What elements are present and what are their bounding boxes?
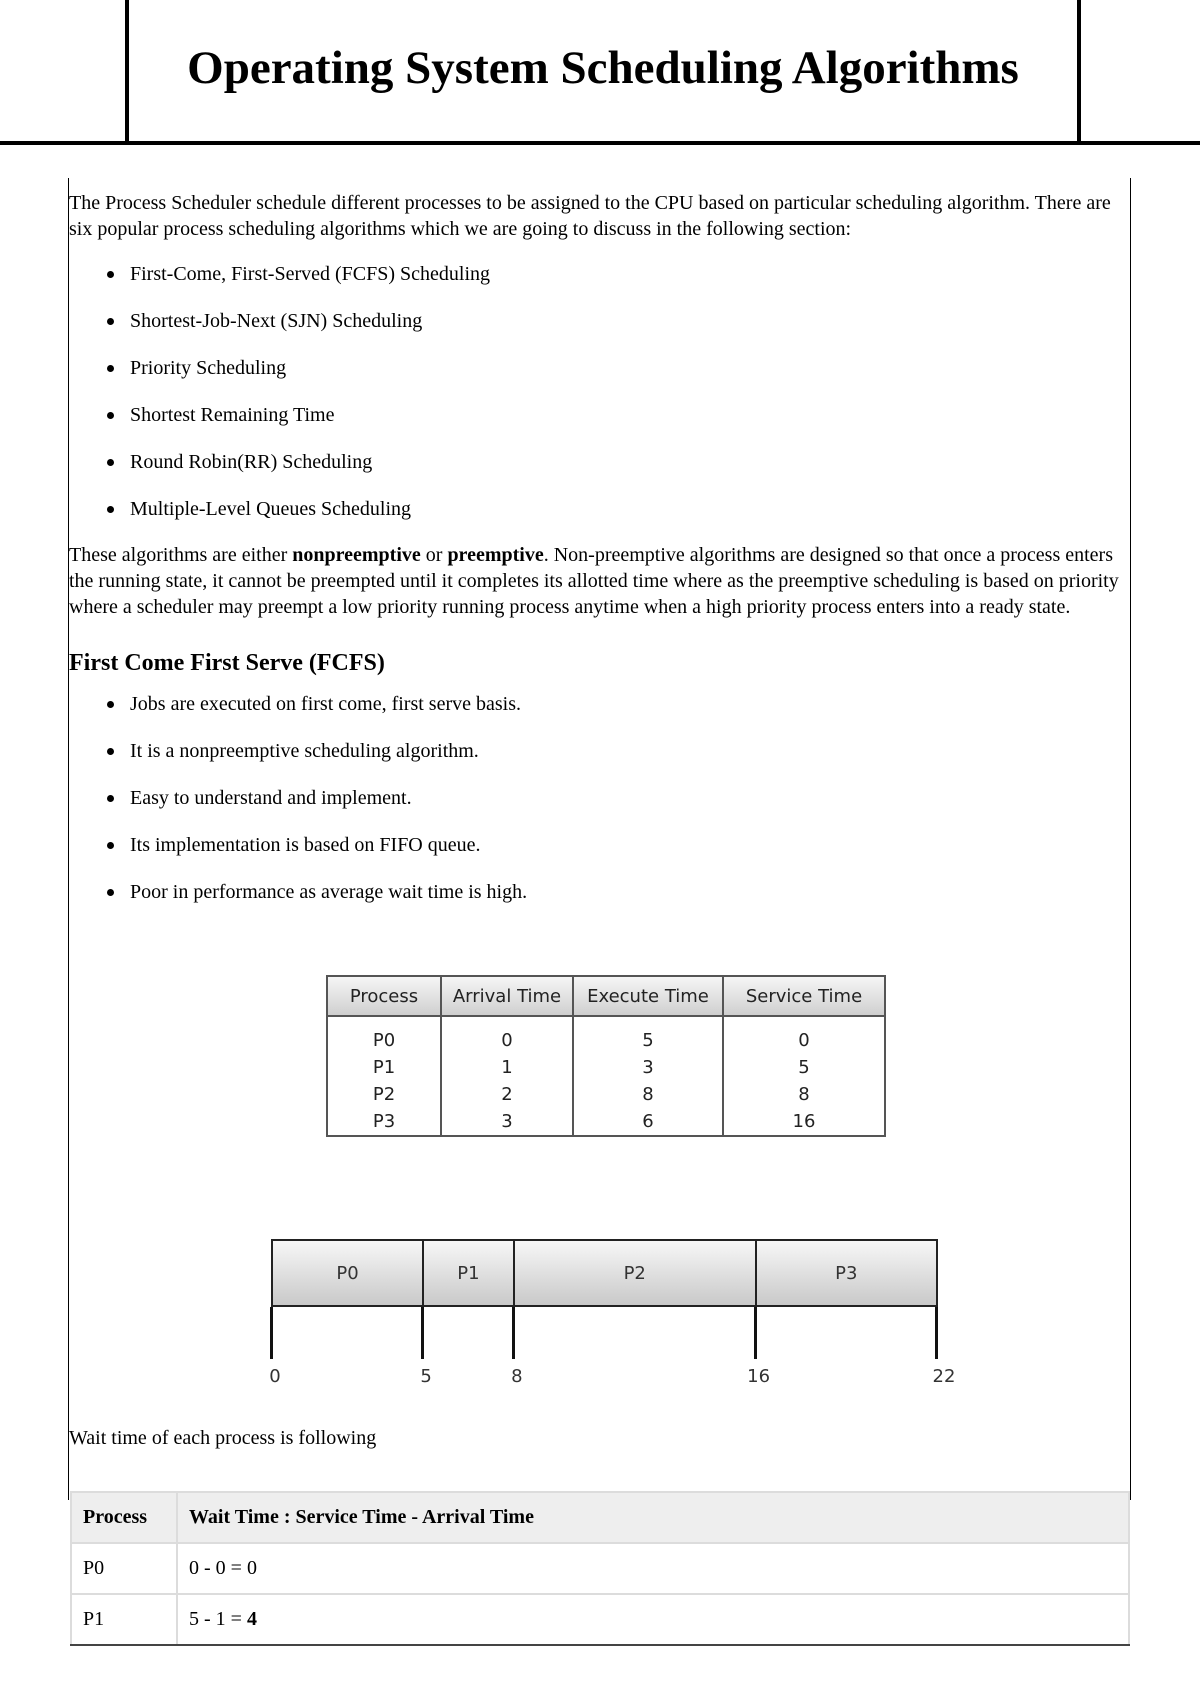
- gantt-tick-label: 0: [269, 1366, 281, 1387]
- list-item: First-Come, First-Served (FCFS) Scheduling: [69, 261, 1131, 308]
- table-row: [71, 1543, 1129, 1594]
- wait-result: 4: [246, 1608, 257, 1630]
- table-cell: P1: [71, 1594, 177, 1645]
- table-cell: 0 - 0 = 0: [177, 1543, 1129, 1594]
- gantt-block-p3: P3: [755, 1239, 938, 1307]
- table-row: [71, 1594, 1129, 1645]
- gantt-tick: [270, 1307, 273, 1359]
- table-cell: P1: [372, 1057, 396, 1078]
- table-cell: P3: [372, 1111, 396, 1132]
- table-header: Wait Time : Service Time - Arrival Time: [177, 1492, 1129, 1543]
- process-column: [327, 1016, 441, 1136]
- list-item: It is a nonpreemptive scheduling algorithm.: [69, 738, 1131, 785]
- wait-time-table: [70, 1491, 1130, 1646]
- arrival-column: [441, 1016, 573, 1136]
- gantt-tick: [935, 1307, 938, 1359]
- header-divider-right: [1077, 0, 1081, 144]
- list-item: Multiple-Level Queues Scheduling: [69, 496, 1131, 543]
- list-item: Easy to understand and implement.: [69, 785, 1131, 832]
- table-header: Arrival Time: [441, 976, 573, 1016]
- list-item: Jobs are executed on first come, first serve basis.: [69, 691, 1131, 738]
- table-cell: P2: [372, 1084, 396, 1105]
- term-preemptive: preemptive: [447, 544, 544, 566]
- gantt-block-p2: P2: [513, 1239, 757, 1307]
- table-cell: 5: [642, 1030, 654, 1051]
- service-column: [723, 1016, 885, 1136]
- process-table: [326, 975, 886, 1137]
- term-nonpreemptive: nonpreemptive: [292, 544, 421, 566]
- gantt-tick: [754, 1307, 757, 1359]
- wait-intro: Wait time of each process is following: [69, 1427, 377, 1449]
- table-cell: 8: [642, 1084, 654, 1105]
- table-cell: P0: [372, 1030, 396, 1051]
- page-title: Operating System Scheduling Algorithms: [187, 42, 1019, 94]
- gantt-tick-label: 22: [932, 1366, 956, 1387]
- table-cell: 8: [798, 1084, 810, 1105]
- table-cell: 5: [798, 1057, 810, 1078]
- preemption-text: These algorithms are either: [69, 544, 293, 566]
- table-cell: 2: [501, 1084, 513, 1105]
- preemption-text: . Non-preemptive algorithms are designed so that once a process enters the running state, it cannot be preempted until it completes its allotted time where as the preemptive scheduling is based on priority where a scheduler may preempt a low priority running process anytime when a high priority process enters into a ready state.: [69, 544, 1119, 618]
- wait-calc: 5 - 1 =: [189, 1608, 247, 1630]
- list-item: Poor in performance as average wait time is high.: [69, 879, 1131, 926]
- execute-column: [573, 1016, 723, 1136]
- gantt-tick-label: 16: [747, 1366, 771, 1387]
- algorithm-list: [69, 261, 1131, 543]
- gantt-block-p1: P1: [422, 1239, 515, 1307]
- table-cell: 3: [501, 1111, 513, 1132]
- fcfs-points: [69, 691, 1131, 926]
- intro-paragraph: The Process Scheduler schedule different processes to be assigned to the CPU based on particular scheduling algorithm. There are six popular process scheduling algorithms which we are going to discuss in the following section:: [69, 192, 1111, 240]
- preemption-paragraph: [69, 542, 1131, 620]
- gantt-tick: [421, 1307, 424, 1359]
- gantt-tick-label: 5: [420, 1366, 432, 1387]
- table-header: Execute Time: [573, 976, 723, 1016]
- list-item: Shortest-Job-Next (SJN) Scheduling: [69, 308, 1131, 355]
- list-item: Round Robin(RR) Scheduling: [69, 449, 1131, 496]
- list-item: Priority Scheduling: [69, 355, 1131, 402]
- table-header: Process: [327, 976, 441, 1016]
- table-cell: 0: [501, 1030, 513, 1051]
- list-item: Shortest Remaining Time: [69, 402, 1131, 449]
- list-item: Its implementation is based on FIFO queue.: [69, 832, 1131, 879]
- table-cell: 1: [501, 1057, 513, 1078]
- table-cell: [177, 1594, 1129, 1645]
- header-rule: [0, 141, 1200, 145]
- fcfs-heading: First Come First Serve (FCFS): [69, 650, 385, 676]
- table-cell: 16: [792, 1111, 816, 1132]
- preemption-text: or: [420, 544, 448, 566]
- gantt-block-p0: P0: [271, 1239, 424, 1307]
- table-cell: P0: [71, 1543, 177, 1594]
- gantt-tick-label: 8: [511, 1366, 523, 1387]
- table-cell: 0: [798, 1030, 810, 1051]
- gantt-tick: [512, 1307, 515, 1359]
- table-cell: 6: [642, 1111, 654, 1132]
- table-header: Process: [71, 1492, 177, 1543]
- article-body: [69, 190, 1131, 926]
- table-header: Service Time: [723, 976, 885, 1016]
- table-cell: 3: [642, 1057, 654, 1078]
